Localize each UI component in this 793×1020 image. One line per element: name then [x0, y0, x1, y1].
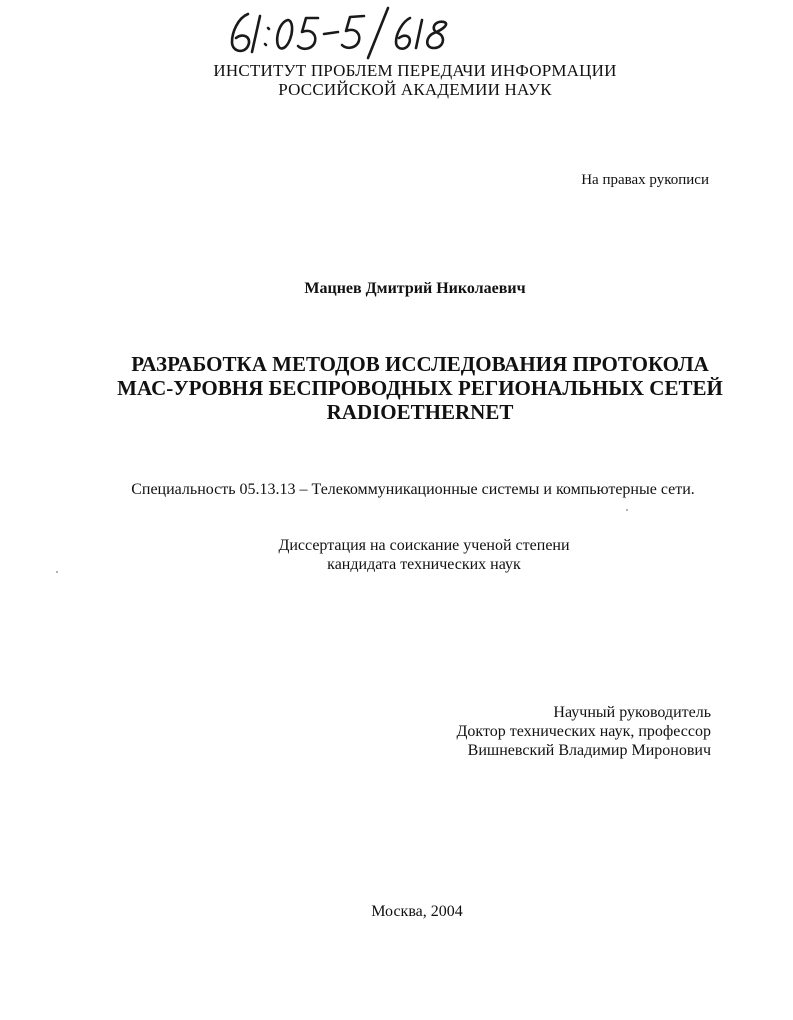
- institute-name: [0, 61, 793, 99]
- title-line-3: RADIOETHERNET: [326, 400, 514, 424]
- supervisor-credentials: Доктор технических наук, профессор: [456, 723, 711, 740]
- degree-line-2: кандидата технических наук: [327, 556, 521, 573]
- supervisor-block: [456, 703, 711, 760]
- degree-statement: [0, 536, 793, 574]
- title-line-2: МАС-УРОВНЯ БЕСПРОВОДНЫХ РЕГИОНАЛЬНЫХ СЕТЕЙ: [117, 376, 723, 400]
- supervisor-name: Вишневский Владимир Миронович: [467, 742, 711, 759]
- title-line-1: РАЗРАБОТКА МЕТОДОВ ИССЛЕДОВАНИЯ ПРОТОКОЛА: [131, 352, 709, 376]
- scan-speck: [626, 509, 628, 511]
- supervisor-role: Научный руководитель: [553, 704, 711, 721]
- city-year: Москва, 2004: [371, 903, 463, 920]
- institute-line-1: ИНСТИТУТ ПРОБЛЕМ ПЕРЕДАЧИ ИНФОРМАЦИИ: [213, 61, 617, 80]
- dissertation-title: [0, 352, 793, 424]
- handwritten-archive-number: [218, 4, 478, 60]
- institute-line-2: РОССИЙСКОЙ АКАДЕМИИ НАУК: [278, 80, 552, 99]
- degree-line-1: Диссертация на соискание ученой степени: [278, 537, 570, 554]
- scan-speck: [56, 571, 58, 573]
- specialty-line: Специальность 05.13.13 – Телекоммуникационные системы и компьютерные сети.: [131, 481, 695, 498]
- manuscript-rights-note: На правах рукописи: [581, 172, 709, 188]
- author-name: Мацнев Дмитрий Николаевич: [304, 280, 526, 297]
